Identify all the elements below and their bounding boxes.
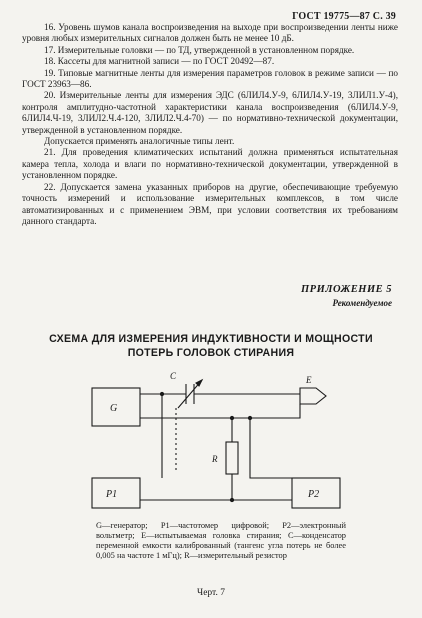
meter-p1-label: P1: [106, 489, 118, 500]
wire-p2-signal: [250, 418, 292, 478]
node-mid: [230, 416, 233, 419]
wire-head-return: [232, 404, 300, 418]
node-bottom: [230, 498, 233, 501]
scheme-title: [0, 332, 422, 360]
circuit-diagram: [0, 360, 422, 520]
head-e-symbol: [300, 388, 326, 404]
figure-caption: G—генератор; P1—частотомер цифровой; P2—электронный вольтметр; E—испытываемая головка стирания; C—конденсатор переменной емкости калиброванный (тангенс угла потерь не более 0,005 на частоте 1 мГц); R—измерительный резистор: [96, 521, 346, 560]
page-header: ГОСТ 19775—87 С. 39: [292, 11, 396, 22]
node-top: [160, 392, 163, 395]
meter-p2-label: P2: [308, 489, 320, 500]
paragraph-16: 16. Уровень шумов канала воспроизведения на выходе при воспроизведении ленты ниже уровня любых измерительных сигналов должен быть не менее 10 дБ.: [22, 22, 398, 44]
appendix-label: [301, 284, 392, 308]
appendix-title: ПРИЛОЖЕНИЕ 5: [301, 284, 392, 295]
scheme-title-line-1: СХЕМА ДЛЯ ИЗМЕРЕНИЯ ИНДУКТИВНОСТИ И МОЩНОСТИ: [49, 333, 373, 345]
appendix-subtitle: Рекомендуемое: [332, 298, 392, 308]
body-text: [22, 22, 398, 227]
generator-label: G: [110, 403, 118, 414]
resistor-label: R: [212, 454, 218, 464]
paragraph-19: 19. Типовые магнитные ленты для измерения параметров головок в режиме записи — по ГОСТ 23963—86.: [22, 67, 398, 90]
paragraph-17: 17. Измерительные головки — по ТД, утвержденной в установленном порядке.: [44, 44, 355, 55]
paragraph-note: Допускается применять аналогичные типы лент.: [44, 136, 235, 147]
head-e-label: E: [306, 375, 312, 385]
resistor-symbol: [226, 442, 238, 474]
paragraph-18: 18. Кассеты для магнитной записи — по ГОСТ 20492—87.: [44, 56, 275, 67]
capacitor-label: C: [170, 371, 177, 381]
paragraph-22: 22. Допускается замена указанных приборов на другие, обеспечивающие требуемую точность измерений и использование измерительных комплексов, в том числе автоматизированных и с применением ЭВМ, при условии соответствия их требованиям данного стандарта.: [22, 181, 398, 226]
scheme-title-line-2: ПОТЕРЬ ГОЛОВОК СТИРАНИЯ: [127, 347, 295, 359]
capacitor-arrow-head: [196, 380, 202, 386]
paragraph-21: 21. Для проведения климатических испытаний должна применяться испытательная камера тепла, холода и влаги по нормативно-технической документации, утвержденной в установленном порядке.: [22, 147, 398, 181]
figure-label: Черт. 7: [197, 588, 225, 598]
node-p2: [248, 416, 251, 419]
paragraph-20: 20. Измерительные ленты для измерения ЭДС (6ЛИЛ4.У-9, 6ЛИЛ4.У-19, 3ЛИЛ1.У-4), контроля амплитудно-частотной характеристики канала воспроизведения (6ЛИЛ4.У-9, 6ЛИЛ4.Ч-19, 3ЛИЛ2.Ч.4-120, 3ЛИЛ2.Ч.4-70) — по нормативно-технической документации, утвержденной в установленном порядке.: [22, 90, 398, 135]
